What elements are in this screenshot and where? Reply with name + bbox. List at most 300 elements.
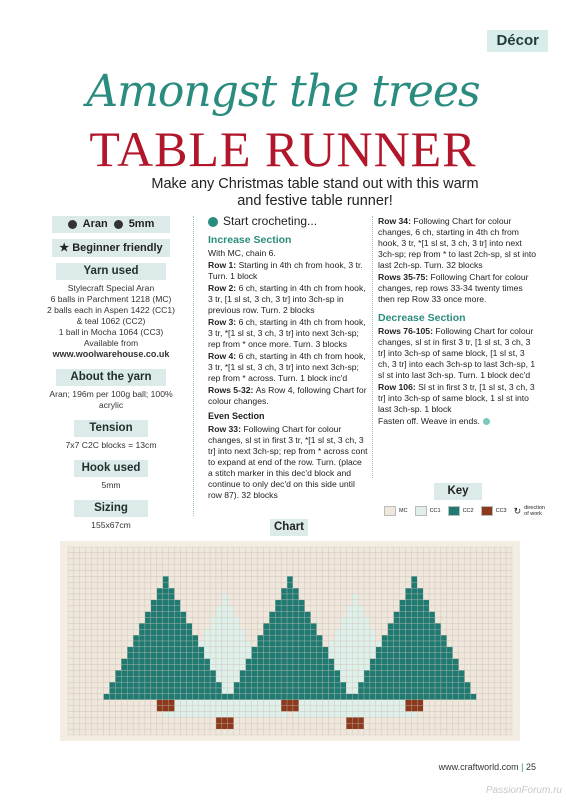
chart-cell: [293, 559, 299, 565]
chart-cell: [394, 553, 400, 559]
chart-cell: [281, 588, 287, 594]
chart-cell: [281, 565, 287, 571]
chart-cell: [133, 559, 139, 565]
chart-cell: [405, 623, 411, 629]
chart-cell: [109, 665, 115, 671]
chart-cell: [98, 682, 104, 688]
chart-cell: [299, 670, 305, 676]
chart-cell: [198, 565, 204, 571]
chart-cell: [400, 700, 406, 706]
chart-cell: [334, 559, 340, 565]
chart-cell: [175, 600, 181, 606]
row-label: Row 34:: [378, 216, 414, 226]
chart-cell: [204, 606, 210, 612]
chart-cell: [115, 653, 121, 659]
chart-cell: [388, 559, 394, 565]
chart-cell: [80, 612, 86, 618]
chart-cell: [334, 618, 340, 624]
chart-cell: [104, 647, 110, 653]
chart-cell: [104, 665, 110, 671]
chart-cell: [246, 629, 252, 635]
chart-cell: [400, 606, 406, 612]
chart-cell: [80, 547, 86, 553]
chart-cell: [80, 676, 86, 682]
chart-cell: [234, 612, 240, 618]
chart-cell: [476, 670, 482, 676]
chart-cell: [429, 612, 435, 618]
chart-cell: [435, 717, 441, 723]
chart-cell: [204, 729, 210, 735]
row-label: Row 1:: [208, 260, 239, 270]
chart-cell: [328, 665, 334, 671]
footer-site[interactable]: www.craftworld.com: [438, 762, 519, 772]
chart-cell: [252, 553, 258, 559]
chart-cell: [216, 582, 222, 588]
chart-cell: [394, 706, 400, 712]
chart-cell: [382, 723, 388, 729]
chart-cell: [246, 712, 252, 718]
chart-cell: [175, 629, 181, 635]
chart-cell: [127, 647, 133, 653]
chart-cell: [405, 612, 411, 618]
chart-cell: [133, 653, 139, 659]
chart-cell: [121, 641, 127, 647]
chart-cell: [299, 612, 305, 618]
chart-cell: [287, 665, 293, 671]
chart-cell: [234, 712, 240, 718]
chart-cell: [400, 659, 406, 665]
chart-cell: [494, 576, 500, 582]
chart-cell: [476, 676, 482, 682]
chart-cell: [269, 659, 275, 665]
chart-cell: [80, 553, 86, 559]
chart-cell: [488, 653, 494, 659]
chart-cell: [305, 606, 311, 612]
chart-cell: [500, 653, 506, 659]
chart-cell: [151, 612, 157, 618]
chart-cell: [287, 594, 293, 600]
chart-cell: [109, 717, 115, 723]
chart-cell: [92, 670, 98, 676]
chart-cell: [328, 729, 334, 735]
chart-cell: [447, 682, 453, 688]
chart-cell: [263, 594, 269, 600]
chart-cell: [269, 641, 275, 647]
chart-cell: [293, 706, 299, 712]
chart-cell: [429, 641, 435, 647]
chart-cell: [465, 606, 471, 612]
chart-cell: [204, 629, 210, 635]
chart-cell: [86, 576, 92, 582]
row-text: Starting in 4th ch from hook, 3 tr. Turn. 1 block: [208, 260, 363, 281]
chart-cell: [293, 659, 299, 665]
chart-cell: [240, 723, 246, 729]
chart-cell: [145, 670, 151, 676]
chart-cell: [411, 559, 417, 565]
chart-cell: [334, 629, 340, 635]
chart-cell: [465, 659, 471, 665]
chart-cell: [109, 700, 115, 706]
chart-cell: [340, 606, 346, 612]
chart-cell: [323, 712, 329, 718]
chart-cell: [494, 676, 500, 682]
chart-cell: [482, 571, 488, 577]
row-text: Following Chart for colour changes, sl st in first 3 tr, [1 sl st, 3 ch, 3 tr] into 3ch-sp of same block, [1 sl st, 3 ch, 3 tr] into each 3ch-sp to last 3ch-sp, 1 sl st into last 3ch-sp. Turn. 1 block dec'd: [378, 326, 536, 380]
chart-cell: [127, 653, 133, 659]
chart-cell: [68, 600, 74, 606]
chart-cell: [376, 612, 382, 618]
chart-cell: [364, 600, 370, 606]
chart-cell: [382, 582, 388, 588]
chart-cell: [317, 688, 323, 694]
chart-cell: [86, 700, 92, 706]
chart-cell: [411, 659, 417, 665]
chart-cell: [346, 553, 352, 559]
chart-cell: [328, 717, 334, 723]
chart-cell: [127, 700, 133, 706]
yarn-line: 1 ball in Mocha 1064 (CC3): [58, 327, 164, 337]
even-rows: [378, 216, 538, 305]
chart-cell: [252, 653, 258, 659]
chart-cell: [74, 553, 80, 559]
chart-cell: [299, 547, 305, 553]
chart-cell: [127, 641, 133, 647]
chart-cell: [388, 600, 394, 606]
chart-cell: [328, 706, 334, 712]
chart-cell: [145, 623, 151, 629]
chart-cell: [204, 618, 210, 624]
chart-cell: [180, 706, 186, 712]
chart-cell: [175, 582, 181, 588]
chart-cell: [323, 629, 329, 635]
chart-cell: [346, 576, 352, 582]
chart-cell: [204, 653, 210, 659]
key-swatch: [448, 506, 460, 516]
chart-cell: [382, 600, 388, 606]
chart-cell: [334, 659, 340, 665]
chart-cell: [246, 653, 252, 659]
chart-cell: [109, 676, 115, 682]
chart-cell: [222, 676, 228, 682]
chart-cell: [186, 594, 192, 600]
yarn-ball-icon: [68, 220, 77, 229]
chart-cell: [204, 712, 210, 718]
chart-cell: [281, 647, 287, 653]
chart-cell: [228, 559, 234, 565]
chart-cell: [382, 565, 388, 571]
chart-cell: [500, 682, 506, 688]
chart-cell: [293, 635, 299, 641]
chart-cell: [133, 606, 139, 612]
chart-cell: [364, 582, 370, 588]
chart-cell: [86, 694, 92, 700]
chart-cell: [411, 688, 417, 694]
chart-cell: [358, 571, 364, 577]
chart-cell: [382, 635, 388, 641]
chart-cell: [192, 641, 198, 647]
chart-cell: [121, 618, 127, 624]
chart-cell: [488, 547, 494, 553]
chart-cell: [429, 582, 435, 588]
chart-cell: [417, 600, 423, 606]
chart-cell: [305, 688, 311, 694]
chart-cell: [198, 694, 204, 700]
chart-cell: [133, 723, 139, 729]
chart-cell: [459, 723, 465, 729]
chart-cell: [328, 712, 334, 718]
chart-cell: [180, 700, 186, 706]
chart-cell: [334, 706, 340, 712]
chart-cell: [275, 700, 281, 706]
chart-cell: [169, 588, 175, 594]
chart-cell: [74, 694, 80, 700]
chart-cell: [180, 623, 186, 629]
chart-cell: [246, 729, 252, 735]
chart-cell: [192, 700, 198, 706]
chart-cell: [80, 665, 86, 671]
chart-cell: [323, 565, 329, 571]
chart-cell: [411, 700, 417, 706]
chart-cell: [252, 588, 258, 594]
chart-cell: [334, 717, 340, 723]
chart-cell: [476, 688, 482, 694]
chart-cell: [299, 635, 305, 641]
chart-cell: [68, 582, 74, 588]
chart-cell: [228, 612, 234, 618]
chart-cell: [216, 700, 222, 706]
chart-cell: [423, 682, 429, 688]
chart-cell: [305, 565, 311, 571]
chart-cell: [305, 723, 311, 729]
chart-cell: [388, 729, 394, 735]
chart-cell: [311, 618, 317, 624]
chart-cell: [175, 647, 181, 653]
chart-cell: [186, 612, 192, 618]
chart-cell: [482, 723, 488, 729]
chart-cell: [293, 618, 299, 624]
chart-cell: [323, 665, 329, 671]
chart-cell: [263, 700, 269, 706]
chart-cell: [139, 676, 145, 682]
chart-cell: [299, 700, 305, 706]
chart-cell: [269, 676, 275, 682]
chart-cell: [447, 700, 453, 706]
bullet-icon: [208, 217, 218, 227]
chart-cell: [246, 700, 252, 706]
chart-cell: [346, 571, 352, 577]
chart-cell: [275, 565, 281, 571]
chart-cell: [281, 559, 287, 565]
chart-cell: [80, 717, 86, 723]
even-heading: Even Section: [208, 411, 265, 421]
chart-cell: [459, 565, 465, 571]
chart-cell: [382, 676, 388, 682]
chart-cell: [423, 600, 429, 606]
chart-cell: [465, 641, 471, 647]
chart-cell: [92, 676, 98, 682]
chart-cell: [465, 700, 471, 706]
chart-cell: [92, 641, 98, 647]
chart-cell: [453, 594, 459, 600]
chart-cell: [471, 582, 477, 588]
chart-cell: [299, 706, 305, 712]
chart-cell: [465, 612, 471, 618]
chart-cell: [382, 688, 388, 694]
chart-cell: [210, 706, 216, 712]
chart-cell: [240, 688, 246, 694]
chart-cell: [234, 618, 240, 624]
yarn-link[interactable]: www.woolwarehouse.co.uk: [52, 349, 170, 359]
chart-cell: [210, 670, 216, 676]
chart-cell: [109, 653, 115, 659]
chart-cell: [180, 670, 186, 676]
chart-cell: [482, 600, 488, 606]
chart-cell: [453, 694, 459, 700]
chart-cell: [334, 612, 340, 618]
chart-cell: [411, 717, 417, 723]
chart-cell: [86, 547, 92, 553]
chart-cell: [352, 565, 358, 571]
chart-cell: [447, 723, 453, 729]
chart-cell: [222, 717, 228, 723]
decrease-rows: [378, 326, 538, 427]
chart-cell: [115, 618, 121, 624]
chart-cell: [145, 682, 151, 688]
chart-cell: [157, 547, 163, 553]
chart-cell: [210, 688, 216, 694]
chart-cell: [92, 682, 98, 688]
chart-cell: [405, 700, 411, 706]
chart-cell: [494, 588, 500, 594]
chart-cell: [275, 717, 281, 723]
chart-cell: [68, 606, 74, 612]
chart-cell: [240, 629, 246, 635]
chart-cell: [133, 582, 139, 588]
chart-cell: [453, 547, 459, 553]
chart-cell: [411, 670, 417, 676]
chart-cell: [210, 559, 216, 565]
chart-cell: [429, 723, 435, 729]
chart-cell: [121, 582, 127, 588]
chart-cell: [228, 565, 234, 571]
chart-cell: [358, 612, 364, 618]
key-label: CC3: [495, 508, 507, 514]
chart-cell: [121, 623, 127, 629]
chart-cell: [210, 612, 216, 618]
chart-cell: [269, 553, 275, 559]
chart-cell: [263, 688, 269, 694]
chart-cell: [281, 635, 287, 641]
chart-cell: [287, 688, 293, 694]
chart-cell: [305, 665, 311, 671]
chart-cell: [500, 688, 506, 694]
chart-cell: [74, 635, 80, 641]
chart-cell: [151, 665, 157, 671]
chart-cell: [275, 647, 281, 653]
chart-cell: [346, 559, 352, 565]
chart-cell: [68, 665, 74, 671]
chart-cell: [175, 623, 181, 629]
chart-cell: [340, 600, 346, 606]
chart-cell: [352, 641, 358, 647]
chart-cell: [163, 706, 169, 712]
chart-cell: [417, 682, 423, 688]
chart-cell: [86, 606, 92, 612]
chart-cell: [204, 612, 210, 618]
chart-cell: [459, 553, 465, 559]
chart-cell: [400, 706, 406, 712]
chart-cell: [370, 653, 376, 659]
chart-cell: [175, 606, 181, 612]
chart-cell: [388, 670, 394, 676]
chart-cell: [163, 700, 169, 706]
chart-cell: [186, 571, 192, 577]
chart-cell: [192, 553, 198, 559]
chart-cell: [157, 606, 163, 612]
chart-cell: [257, 723, 263, 729]
chart-cell: [305, 706, 311, 712]
chart-cell: [465, 582, 471, 588]
chart-cell: [186, 635, 192, 641]
chart-cell: [240, 553, 246, 559]
chart-cell: [109, 635, 115, 641]
chart-cell: [86, 629, 92, 635]
chart-cell: [346, 582, 352, 588]
chart-cell: [441, 647, 447, 653]
chart-cell: [435, 688, 441, 694]
chart-cell: [352, 612, 358, 618]
chart-cell: [293, 576, 299, 582]
chart-cell: [459, 706, 465, 712]
chart-cell: [394, 559, 400, 565]
chart-cell: [180, 694, 186, 700]
chart-cell: [293, 594, 299, 600]
chart-cell: [86, 553, 92, 559]
chart-cell: [400, 653, 406, 659]
chart-cell: [222, 688, 228, 694]
chart-cell: [459, 682, 465, 688]
chart-cell: [269, 600, 275, 606]
chart-cell: [328, 647, 334, 653]
chart-cell: [417, 559, 423, 565]
chart-cell: [281, 623, 287, 629]
chart-cell: [500, 565, 506, 571]
chart-cell: [252, 594, 258, 600]
chart-cell: [340, 623, 346, 629]
chart-cell: [364, 594, 370, 600]
chart-cell: [429, 688, 435, 694]
chart-cell: [417, 659, 423, 665]
chart-cell: [405, 600, 411, 606]
chart-cell: [364, 623, 370, 629]
chart-cell: [494, 723, 500, 729]
chart-cell: [364, 618, 370, 624]
chart-cell: [145, 571, 151, 577]
chart-cell: [411, 623, 417, 629]
chart-cell: [192, 659, 198, 665]
chart-cell: [299, 717, 305, 723]
chart-cell: [376, 694, 382, 700]
chart-cell: [382, 717, 388, 723]
chart-cell: [92, 576, 98, 582]
chart-cell: [488, 618, 494, 624]
chart-cell: [471, 688, 477, 694]
chart-cell: [80, 559, 86, 565]
chart-cell: [145, 612, 151, 618]
chart-cell: [506, 706, 512, 712]
chart-cell: [447, 547, 453, 553]
chart-cell: [429, 676, 435, 682]
